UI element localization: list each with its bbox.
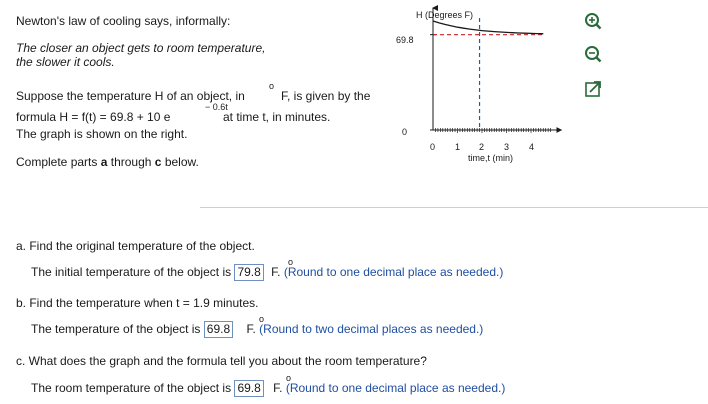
part-b-question: b. Find the temperature when t = 1.9 minutes.	[16, 296, 259, 310]
y-axis-label: H (Degrees F)	[416, 10, 474, 20]
x-tick-label: 0	[430, 142, 436, 152]
quote-line-1: The closer an object gets to room temperature,	[16, 41, 266, 55]
zoom-in-button[interactable]	[582, 10, 604, 32]
part-b-answer-line	[31, 321, 483, 338]
part-c-question: c. What does the graph and the formula tell you about the room temperature?	[16, 354, 427, 368]
part-c-answer-line	[31, 380, 505, 397]
section-divider	[200, 207, 708, 208]
part-b-answer-prefix: The temperature of the object is	[31, 322, 201, 336]
formula-text-a: formula H = f(t) = 69.8 + 10 e	[16, 110, 171, 124]
graph-note: The graph is shown on the right.	[16, 127, 188, 141]
part-b-answer-input[interactable]: 69.8	[204, 321, 233, 338]
suppose-text-b: F, is given by the	[281, 89, 371, 103]
intro-heading: Newton's law of cooling says, informally:	[16, 14, 231, 28]
part-b-hint: (Round to two decimal places as needed.)	[259, 322, 484, 336]
formula-exponent: − 0.6t	[205, 102, 228, 112]
quote-line-2: the slower it cools.	[16, 55, 115, 69]
degree-symbol: o	[269, 81, 275, 91]
part-c-degree-symbol: o	[286, 373, 292, 383]
part-a-hint: (Round to one decimal place as needed.)	[283, 265, 504, 279]
part-c-hint: (Round to one decimal place as needed.)	[285, 381, 506, 395]
zoom-out-icon	[584, 45, 602, 63]
popout-button[interactable]	[582, 78, 604, 100]
part-a-answer-prefix: The initial temperature of the object is	[31, 265, 232, 279]
x-tick-label: 2	[479, 142, 485, 152]
cooling-graph	[394, 0, 584, 170]
y-tick-label: 69.8	[396, 35, 414, 45]
cooling-curve	[433, 21, 543, 34]
zoom-out-button[interactable]	[582, 43, 604, 65]
part-b-unit: F.	[246, 322, 256, 336]
suppose-text-a: Suppose the temperature H of an object, in	[16, 89, 245, 103]
x-tick-label: 1	[455, 142, 461, 152]
x-axis-label: time,t (min)	[468, 153, 513, 163]
part-c-answer-prefix: The room temperature of the object is	[31, 381, 232, 395]
part-a-question: a. Find the original temperature of the object.	[16, 239, 255, 253]
part-a-answer-line	[31, 264, 503, 281]
formula-text-b: at time t, in minutes.	[223, 110, 331, 124]
popout-icon	[584, 80, 602, 98]
part-a-unit: F.	[271, 265, 281, 279]
part-c-answer-input[interactable]: 69.8	[234, 380, 263, 397]
part-c-unit: F.	[273, 381, 283, 395]
x-tick-label: 3	[504, 142, 510, 152]
part-b-degree-symbol: o	[259, 314, 265, 324]
zoom-in-icon	[584, 12, 602, 30]
part-a-degree-symbol: o	[288, 257, 294, 267]
part-a-answer-input[interactable]: 79.8	[234, 264, 263, 281]
y-zero-label: 0	[402, 127, 408, 137]
complete-instruction: Complete parts a through c below.	[16, 155, 199, 169]
x-tick-label: 4	[529, 142, 535, 152]
